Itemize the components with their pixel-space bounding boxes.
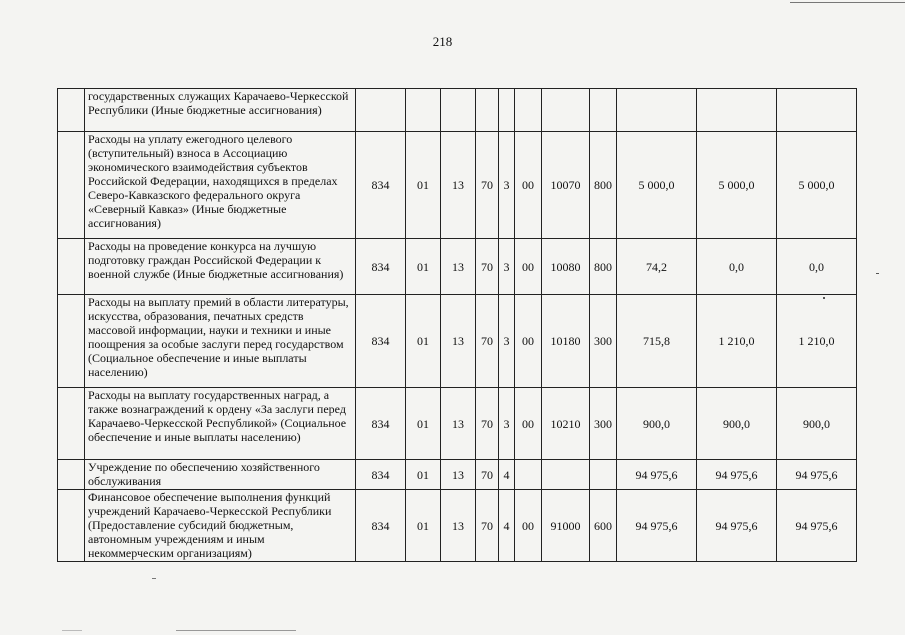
direction-code: 10070 bbox=[542, 132, 590, 239]
program-code: 70 bbox=[476, 295, 499, 388]
direction-code: 10180 bbox=[542, 295, 590, 388]
subprogram-code: 4 bbox=[499, 490, 515, 562]
row-number-cell bbox=[58, 132, 85, 239]
expense-type-code: 300 bbox=[590, 388, 617, 460]
subsection-code bbox=[441, 89, 476, 132]
direction-code bbox=[542, 460, 590, 490]
table-row bbox=[58, 460, 857, 490]
scan-edge-line bbox=[176, 630, 296, 631]
subprogram-code: 3 bbox=[499, 239, 515, 295]
amount-year-2: 5 000,0 bbox=[697, 132, 777, 239]
ministry-code bbox=[356, 89, 406, 132]
section-code: 01 bbox=[406, 388, 441, 460]
row-description: Расходы на выплату премий в области литературы, искусства, образования, печатных средств массовой информации, науки и техники и иные поощрения за особые заслуги перед государством (Социальное обеспечение и иные выплаты населению) bbox=[85, 295, 356, 388]
section-code: 01 bbox=[406, 239, 441, 295]
amount-year-1: 5 000,0 bbox=[617, 132, 697, 239]
amount-year-1: 94 975,6 bbox=[617, 490, 697, 562]
subprogram-code: 3 bbox=[499, 295, 515, 388]
amount-year-1: 74,2 bbox=[617, 239, 697, 295]
direction-code bbox=[542, 89, 590, 132]
amount-year-1 bbox=[617, 89, 697, 132]
row-number-cell bbox=[58, 239, 85, 295]
table-row bbox=[58, 388, 857, 460]
subsection-code: 13 bbox=[441, 460, 476, 490]
amount-year-3 bbox=[777, 89, 857, 132]
row-description: Расходы на уплату ежегодного целевого (вступительный) взноса в Ассоциацию экономического взаимодействия субъектов Российской Федерации, находящихся в пределах Северо-Кавказского федерального округа «Северный Кавказ» (Иные бюджетные ассигнования) bbox=[85, 132, 356, 239]
amount-year-3: 1 210,0 bbox=[777, 295, 857, 388]
ministry-code: 834 bbox=[356, 295, 406, 388]
main-event-code bbox=[515, 89, 542, 132]
ministry-code: 834 bbox=[356, 490, 406, 562]
program-code: 70 bbox=[476, 460, 499, 490]
program-code: 70 bbox=[476, 239, 499, 295]
subsection-code: 13 bbox=[441, 132, 476, 239]
row-number-cell bbox=[58, 460, 85, 490]
main-event-code: 00 bbox=[515, 132, 542, 239]
amount-year-3: 5 000,0 bbox=[777, 132, 857, 239]
direction-code: 10210 bbox=[542, 388, 590, 460]
amount-year-3: 0,0 bbox=[777, 239, 857, 295]
amount-year-2: 94 975,6 bbox=[697, 460, 777, 490]
expense-type-code: 800 bbox=[590, 132, 617, 239]
amount-year-1: 900,0 bbox=[617, 388, 697, 460]
amount-year-1: 715,8 bbox=[617, 295, 697, 388]
amount-year-2: 900,0 bbox=[697, 388, 777, 460]
program-code bbox=[476, 89, 499, 132]
row-number-cell bbox=[58, 388, 85, 460]
ministry-code: 834 bbox=[356, 388, 406, 460]
subsection-code: 13 bbox=[441, 388, 476, 460]
amount-year-3: 94 975,6 bbox=[777, 490, 857, 562]
ministry-code: 834 bbox=[356, 460, 406, 490]
program-code: 70 bbox=[476, 490, 499, 562]
subprogram-code: 3 bbox=[499, 388, 515, 460]
expense-type-code bbox=[590, 460, 617, 490]
program-code: 70 bbox=[476, 132, 499, 239]
amount-year-1: 94 975,6 bbox=[617, 460, 697, 490]
main-event-code bbox=[515, 460, 542, 490]
table-row bbox=[58, 89, 857, 132]
subsection-code: 13 bbox=[441, 239, 476, 295]
amount-year-2: 94 975,6 bbox=[697, 490, 777, 562]
expense-type-code bbox=[590, 89, 617, 132]
section-code: 01 bbox=[406, 490, 441, 562]
main-event-code: 00 bbox=[515, 490, 542, 562]
section-code: 01 bbox=[406, 295, 441, 388]
expense-type-code: 800 bbox=[590, 239, 617, 295]
table-row bbox=[58, 239, 857, 295]
amount-year-2 bbox=[697, 89, 777, 132]
section-code bbox=[406, 89, 441, 132]
scan-edge-line bbox=[790, 2, 905, 3]
subprogram-code bbox=[499, 89, 515, 132]
subprogram-code: 4 bbox=[499, 460, 515, 490]
table-row bbox=[58, 295, 857, 388]
row-description: Расходы на выплату государственных наград, а также вознаграждений к ордену «За заслуги перед Карачаево-Черкесской Республикой» (Социальное обеспечение и иные выплаты населению) bbox=[85, 388, 356, 460]
row-description: Финансовое обеспечение выполнения функций учреждений Карачаево-Черкесской Республики (Предоставление субсидий бюджетным, автономным учреждениям и иным некоммерческим организациям) bbox=[85, 490, 356, 562]
main-event-code: 00 bbox=[515, 239, 542, 295]
row-number-cell bbox=[58, 89, 85, 132]
scan-artifact bbox=[152, 578, 156, 579]
subsection-code: 13 bbox=[441, 295, 476, 388]
row-description: Учреждение по обеспечению хозяйственного обслуживания bbox=[85, 460, 356, 490]
row-number-cell bbox=[58, 490, 85, 562]
scan-artifact bbox=[876, 273, 879, 274]
main-event-code: 00 bbox=[515, 388, 542, 460]
scan-edge-line bbox=[62, 630, 82, 631]
expense-type-code: 300 bbox=[590, 295, 617, 388]
section-code: 01 bbox=[406, 132, 441, 239]
expense-type-code: 600 bbox=[590, 490, 617, 562]
budget-table bbox=[57, 88, 857, 562]
amount-year-2: 1 210,0 bbox=[697, 295, 777, 388]
program-code: 70 bbox=[476, 388, 499, 460]
row-description: Расходы на проведение конкурса на лучшую подготовку граждан Российской Федерации к военной службе (Иные бюджетные ассигнования) bbox=[85, 239, 356, 295]
table-row bbox=[58, 132, 857, 239]
ministry-code: 834 bbox=[356, 239, 406, 295]
direction-code: 91000 bbox=[542, 490, 590, 562]
table-row bbox=[58, 490, 857, 562]
ministry-code: 834 bbox=[356, 132, 406, 239]
main-event-code: 00 bbox=[515, 295, 542, 388]
amount-year-3: 94 975,6 bbox=[777, 460, 857, 490]
subsection-code: 13 bbox=[441, 490, 476, 562]
subprogram-code: 3 bbox=[499, 132, 515, 239]
page-number: 218 bbox=[432, 34, 453, 49]
direction-code: 10080 bbox=[542, 239, 590, 295]
scan-artifact bbox=[823, 297, 825, 299]
row-description: государственных служащих Карачаево-Черкесской Республики (Иные бюджетные ассигнования) bbox=[85, 89, 356, 132]
amount-year-2: 0,0 bbox=[697, 239, 777, 295]
row-number-cell bbox=[58, 295, 85, 388]
section-code: 01 bbox=[406, 460, 441, 490]
amount-year-3: 900,0 bbox=[777, 388, 857, 460]
